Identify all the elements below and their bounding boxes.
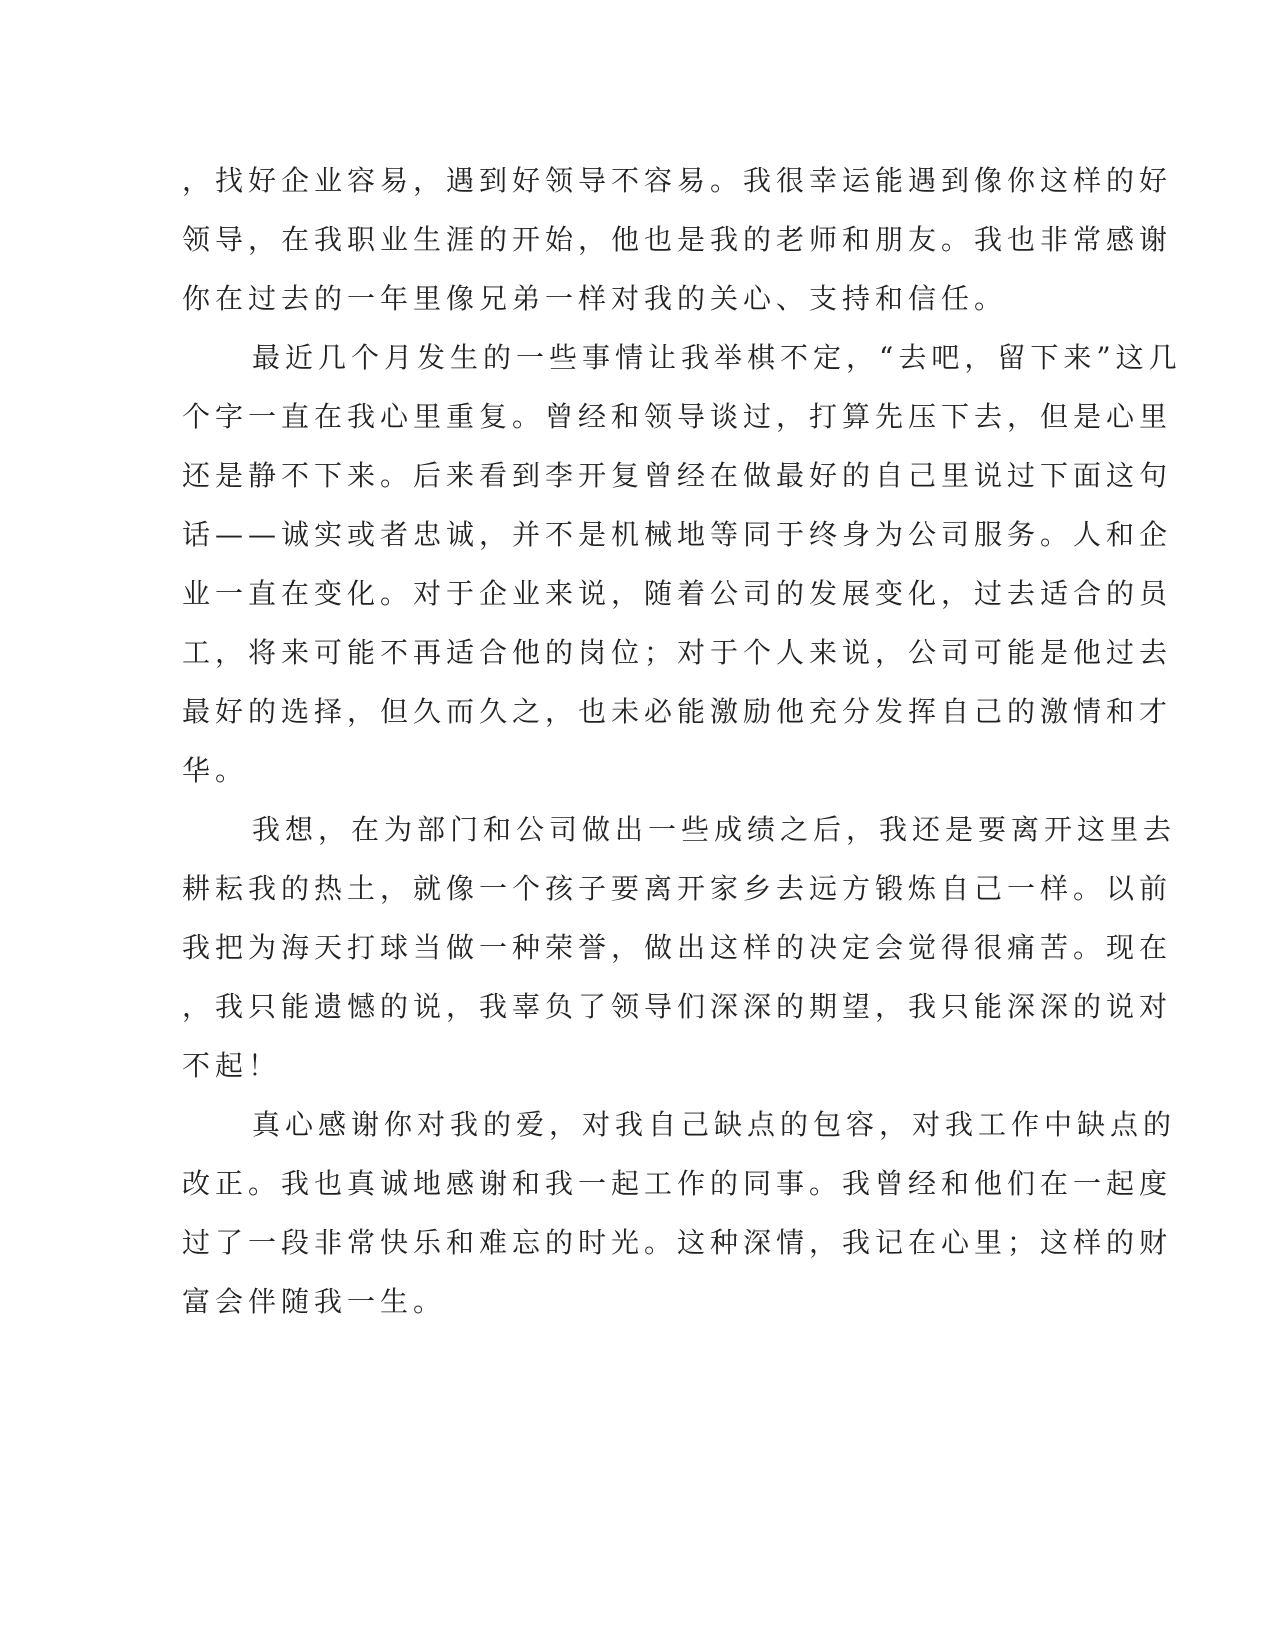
text-line: ，我只能遗憾的说，我辜负了领导们深深的期望，我只能深深的说对 — [182, 990, 1173, 1023]
text-line: 耕耘我的热土，就像一个孩子要离开家乡去远方锻炼自己一样。以前 — [182, 872, 1173, 905]
text-line: 改正。我也真诚地感谢和我一起工作的同事。我曾经和他们在一起度 — [182, 1167, 1173, 1200]
text-line: 还是静不下来。后来看到李开复曾经在做最好的自己里说过下面这句 — [182, 459, 1173, 492]
text-line: 领导，在我职业生涯的开始，他也是我的老师和朋友。我也非常感谢 — [182, 223, 1173, 256]
text-line: 华。 — [182, 754, 249, 787]
text-line: 过了一段非常快乐和难忘的时光。这种深情，我记在心里；这样的财 — [182, 1226, 1173, 1259]
paragraph-first-line: 真心感谢你对我的爱，对我自己缺点的包容，对我工作中缺点的 — [252, 1108, 1177, 1141]
paragraph-first-line: 最近几个月发生的一些事情让我举棋不定，“去吧，留下来”这几 — [252, 341, 1182, 374]
text-line: 你在过去的一年里像兄弟一样对我的关心、支持和信任。 — [182, 282, 1008, 315]
text-line: 个字一直在我心里重复。曾经和领导谈过，打算先压下去，但是心里 — [182, 400, 1173, 433]
text-line: 话——诚实或者忠诚，并不是机械地等同于终身为公司服务。人和企 — [182, 518, 1173, 551]
text-line: 最好的选择，但久而久之，也未必能激励他充分发挥自己的激情和才 — [182, 695, 1173, 728]
paragraph-first-line: 我想，在为部门和公司做出一些成绩之后，我还是要离开这里去 — [252, 813, 1177, 846]
text-line: 富会伴随我一生。 — [182, 1285, 447, 1318]
text-line: 不起！ — [182, 1049, 282, 1082]
text-line: 我把为海天打球当做一种荣誉，做出这样的决定会觉得很痛苦。现在 — [182, 931, 1173, 964]
text-line: ，找好企业容易，遇到好领导不容易。我很幸运能遇到像你这样的好 — [182, 164, 1173, 197]
text-line: 工，将来可能不再适合他的岗位；对于个人来说，公司可能是他过去 — [182, 636, 1173, 669]
text-line: 业一直在变化。对于企业来说，随着公司的发展变化，过去适合的员 — [182, 577, 1173, 610]
